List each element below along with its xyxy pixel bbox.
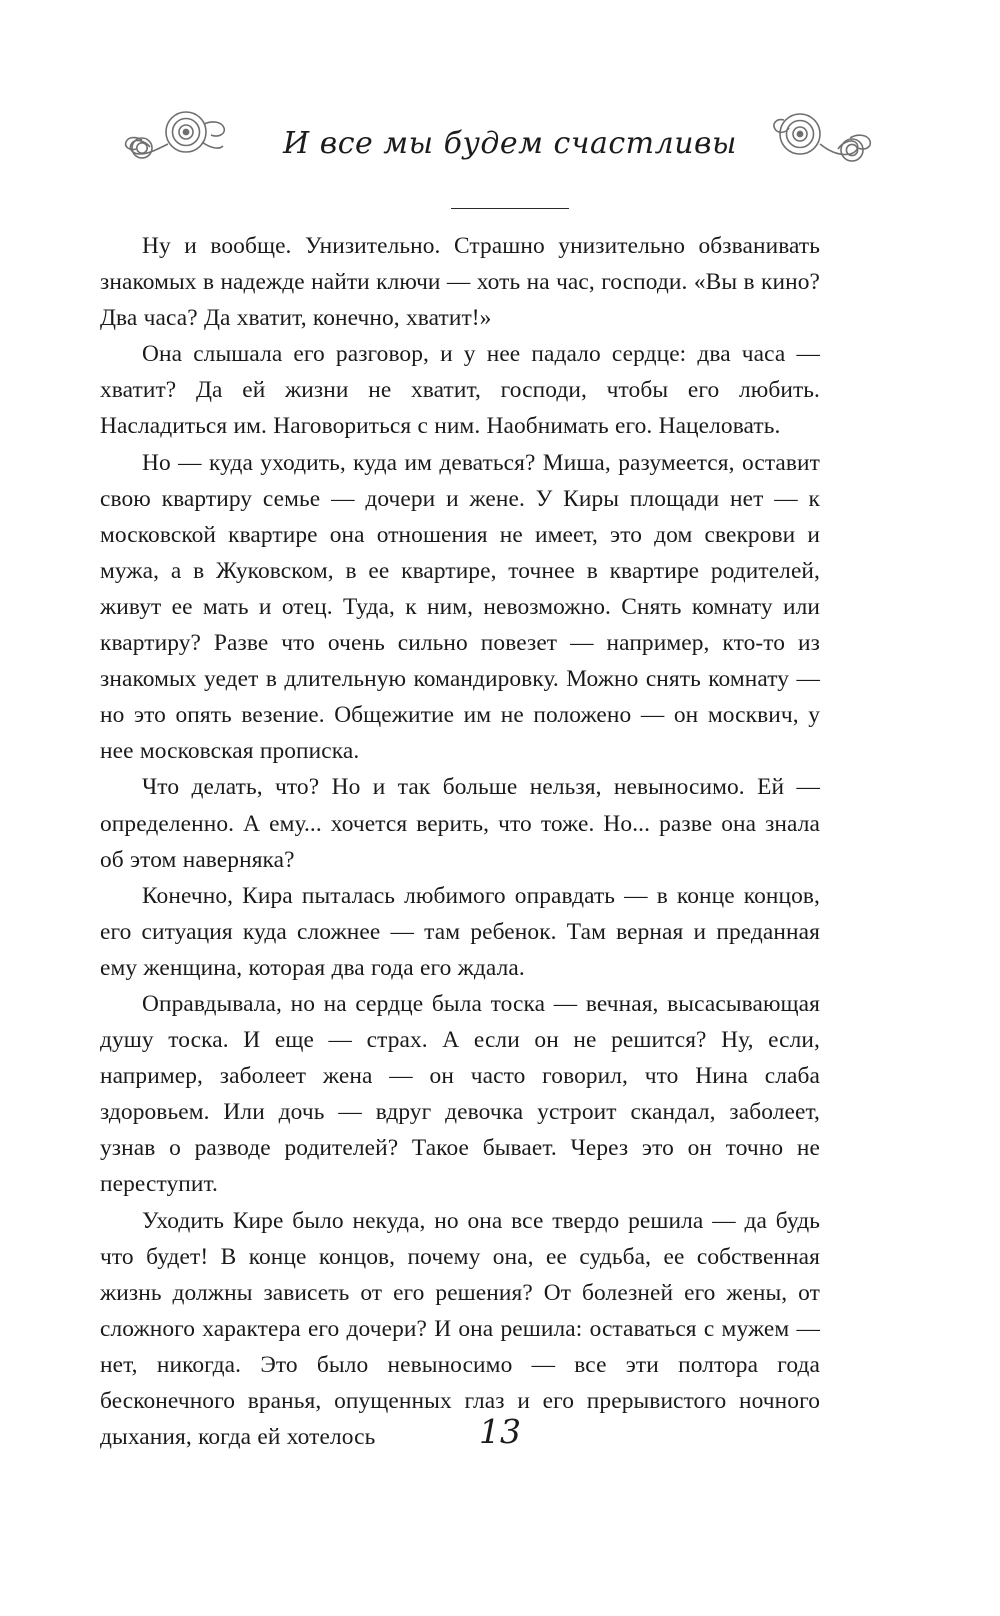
paragraph: Но — куда уходить, куда им деваться? Миша, разумеется, оставит свою квартиру семье — дочери и жене. У Киры площади нет — к московской квартире она отношения не имеет, это дом свекрови и мужа, а в Жуковском, в ее квартире, точнее в квартире родителей, живут ее мать и отец. Туда, к ним, невозможно. Снять комнату или квартиру? Разве что очень сильно повезет — например, кто-то из знакомых уедет в длительную командировку. Можно снять комнату — но это опять везение. Общежитие им не положено — он москвич, у нее московская прописка.: [100, 449, 820, 765]
paragraph: Конечно, Кира пыталась любимого оправдать — в конце концов, его ситуация куда сложнее — там ребенок. Там верная и преданная ему женщина, которая два года его ждала.: [100, 882, 820, 981]
page-body: [100, 228, 820, 1455]
paragraph: Что делать, что? Но и так больше нельзя, невыносимо. Ей — определенно. А ему... хочется верить, что тоже. Но... разве она знала об этом наверняка?: [100, 774, 820, 873]
page-title: И все мы будем счастливы: [283, 126, 737, 161]
header-divider: [451, 208, 569, 209]
paragraph: Она слышала его разговор, и у нее падало сердце: два часа — хватит? Да ей жизни не хватит, господи, чтобы его любить. Насладиться им. Наговориться с ним. Наобнимать его. Нацеловать.: [100, 341, 820, 440]
paragraph: Уходить Кире было некуда, но она все твердо решила — да будь что будет! В конце концов, почему она, ее судьба, ее собственная жизнь должны зависеть от его решения? От болезней его жены, от сложного характера его дочери? И она решила: оставаться с мужем — нет, никогда. Это было невыносимо — все эти полтора года бесконечного вранья, опущенных глаз и его прерывистого ночного дыхания, когда ей хотелось: [100, 1207, 820, 1451]
page-number: 13: [479, 1412, 521, 1451]
paragraph: Оправдывала, но на сердце была тоска — вечная, высасывающая душу тоска. И еще — страх. А если он не решится? Ну, если, например, заболеет жена — он часто говорил, что Нина слаба здоровьем. Или дочь — вдруг девочка устроит скандал, заболеет, узнав о разводе родителей? Такое бывает. Через это он точно не переступит.: [100, 990, 820, 1198]
page-header: [100, 108, 920, 200]
paragraph: Ну и вообще. Унизительно. Страшно унизительно обзванивать знакомых в надежде найти ключи — хоть на час, господи. «Вы в кино? Два часа? Да хватит, конечно, хватит!»: [100, 233, 820, 332]
